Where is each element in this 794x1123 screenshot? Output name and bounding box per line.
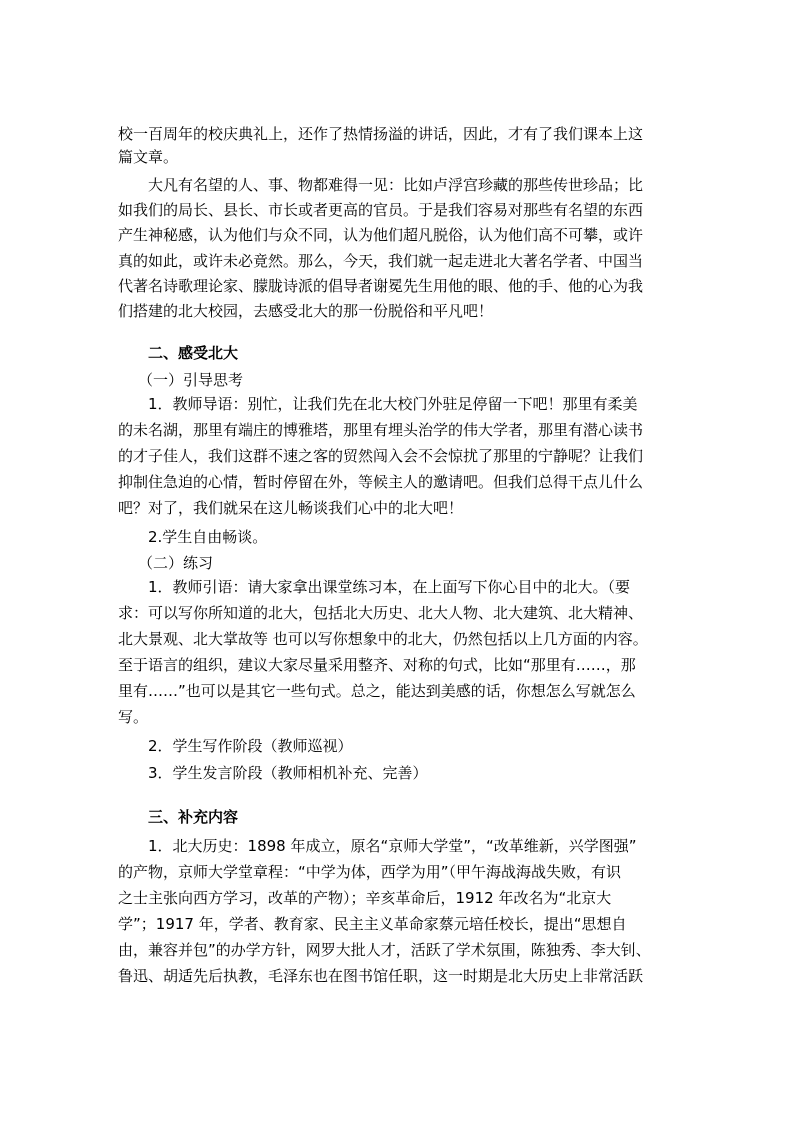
paragraph-line: 篇文章。 bbox=[118, 148, 179, 166]
paragraph-line: 如我们的局长、县长、市长或者更高的官员。于是我们容易对那些有名望的东西 bbox=[118, 201, 644, 219]
paragraph-line: 产生神秘感，认为他们与众不同，认为他们超凡脱俗，认为他们高不可攀，或许 bbox=[118, 226, 644, 244]
paragraph-line: 的产物，京师大学堂章程：“中学为体，西学为用”（甲午海战海战失败，有识 bbox=[118, 863, 622, 881]
paragraph-line: 们搭建的北大校园，去感受北大的那一份脱俗和平凡吧！ bbox=[118, 302, 494, 320]
paragraph-line: 2．学生写作阶段（教师巡视） bbox=[148, 737, 353, 755]
paragraph-line: 写。 bbox=[118, 708, 149, 726]
paragraph-line: 1．教师导语：别忙，让我们先在北大校门外驻足停留一下吧！那里有柔美 bbox=[148, 395, 638, 413]
paragraph-line: 的才子佳人，我们这群不速之客的贸然闯入会不会惊扰了那里的宁静呢？让我们 bbox=[118, 447, 644, 465]
paragraph-line: 2.学生自由畅谈。 bbox=[148, 528, 268, 546]
paragraph-line: 代著名诗歌理论家、朦胧诗派的倡导者谢冕先生用他的眼、他的手、他的心为我 bbox=[118, 277, 644, 295]
paragraph-line: 校一百周年的校庆典礼上，还作了热情扬溢的讲话，因此，才有了我们课本上这 bbox=[118, 125, 644, 143]
section-heading: 三、补充内容 bbox=[148, 808, 239, 826]
paragraph-line: 之士主张向西方学习，改革的产物）；辛亥革命后，1912 年改名为“北京大 bbox=[118, 889, 612, 907]
paragraph-line: 鲁迅、胡适先后执教，毛泽东也在图书馆任职，这一时期是北大历史上非常活跃 bbox=[118, 967, 644, 985]
paragraph-line: 1．教师引语：请大家拿出课堂练习本，在上面写下你心目中的北大。（要 bbox=[148, 578, 631, 596]
section-heading: 二、感受北大 bbox=[148, 344, 239, 362]
paragraph-line: 的未名湖，那里有端庄的博雅塔，那里有埋头治学的伟大学者，那里有潜心读书 bbox=[118, 421, 644, 439]
paragraph-line: 3．学生发言阶段（教师相机补充、完善） bbox=[148, 764, 428, 782]
paragraph-line: 大凡有名望的人、事、物都难得一见：比如卢浮宫珍藏的那些传世珍品；比 bbox=[148, 176, 644, 194]
subsection-heading: （二）练习 bbox=[138, 554, 214, 572]
paragraph-line: 由，兼容并包”的办学方针，网罗大批人才，活跃了学术氛围，陈独秀、李大钊、 bbox=[118, 941, 651, 959]
paragraph-line: 抑制住急迫的心情，暂时停留在外，等候主人的邀请吧。但我们总得干点儿什么 bbox=[118, 473, 644, 491]
paragraph-line: 里有……”也可以是其它一些句式。总之，能达到美感的话，你想怎么写就怎么 bbox=[118, 682, 636, 700]
paragraph-line: 北大景观、北大掌故等 也可以写你想象中的北大，仍然包括以上几方面的内容。 bbox=[118, 630, 648, 648]
subsection-heading: （一）引导思考 bbox=[138, 371, 244, 389]
paragraph-line: 至于语言的组织，建议大家尽量采用整齐、对称的句式，比如“那里有……，那 bbox=[118, 656, 636, 674]
paragraph-line: 求：可以写你所知道的北大，包括北大历史、北大人物、北大建筑、北大精神、 bbox=[118, 604, 644, 622]
paragraph-line: 吧？对了，我们就呆在这儿畅谈我们心中的北大吧！ bbox=[118, 499, 464, 517]
paragraph-line: 学”；1917 年，学者、教育家、民主主义革命家蔡元培任校长，提出“思想自 bbox=[118, 915, 627, 933]
paragraph-line: 1．北大历史：1898 年成立，原名“京师大学堂”，“改革维新，兴学图强” bbox=[148, 837, 637, 855]
paragraph-line: 真的如此，或许未必竟然。那么，今天，我们就一起走进北大著名学者、中国当 bbox=[118, 252, 644, 270]
